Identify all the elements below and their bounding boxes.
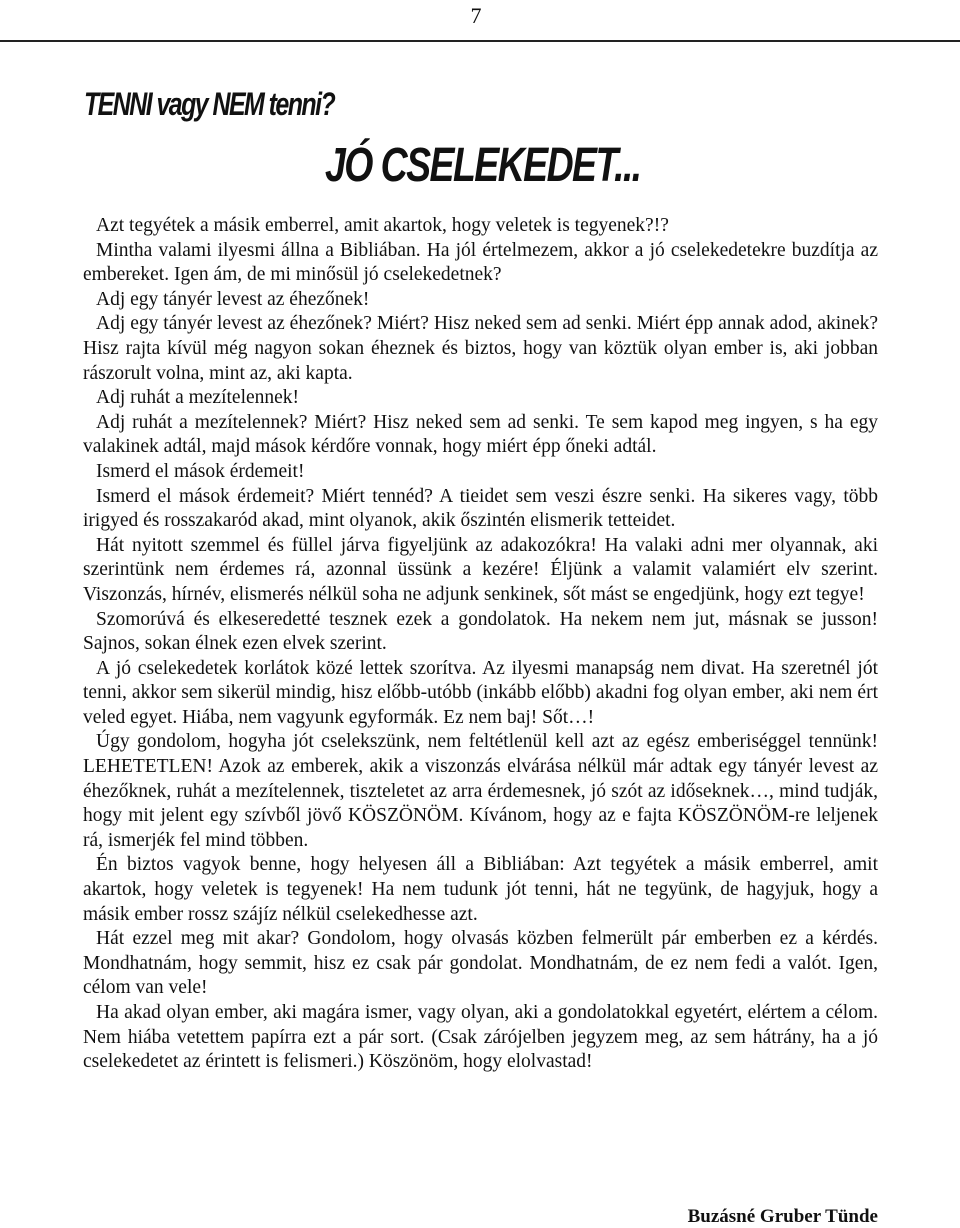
paragraph: Adj egy tányér levest az éhezőnek! xyxy=(96,288,370,310)
paragraph: Mintha valami ilyesmi állna a Bibliában. Ha jól értelmezem, akkor a jó cselekedetekre buzdítja az embereket. Igen ám, de mi minősül jó cselekedetnek? xyxy=(83,239,878,286)
paragraph: Úgy gondolom, hogyha jót cselekszünk, nem feltétlenül kell azt az egész emberiséggel tennünk! LEHETETLEN! Azok az emberek, akik a viszonzás elvárása nélkül már adtak egy tányér levest az éhezőknek, ruhát a mezítelennek, tiszteletet az arra érdemesnek, jó szót az időseknek…, mind tudják, hogy mit jelent egy szívből jövő KÖSZÖNÖM. Kívánom, hogy az e fajta KÖSZÖNÖM-re leljenek rá, ismerjék fel mind többen. xyxy=(83,731,878,851)
article-kicker: TENNI vagy NEM tenni? xyxy=(84,86,335,122)
paragraph: Szomorúvá és elkeseredetté tesznek ezek a gondolatok. Ha nekem nem jut, másnak se jusson! Sajnos, sokan élnek ezen elvek szerint. xyxy=(83,608,878,655)
article-title: JÓ CSELEKEDET... xyxy=(325,139,641,192)
paragraph: Hát nyitott szemmel és füllel járva figyeljünk az adakozókra! Ha valaki adni mer olyannak, aki szerintünk nem érdemes rá, azonnal üssünk a kezére! Éljünk a valamit valamiért elv szerint. Viszonzás, hírnév, elismerés nélkül soha ne adjunk senkinek, sőt mást se engedjünk, hogy ezt tegye! xyxy=(83,534,878,605)
paragraph: Ismerd el mások érdemeit? Miért tennéd? A tieidet sem veszi észre senki. Ha sikeres vagy, több irigyed és rosszakaród akad, mint olyanok, akik őszintén elismerik tetteidet. xyxy=(83,485,878,532)
paragraph: Adj egy tányér levest az éhezőnek? Miért? Hisz neked sem ad senki. Miért épp annak adod, akinek? Hisz rajta kívül még nagyon sokan éheznek és biztos, hogy van köztük olyan ember is, aki jobban rászorult volna, mint az, aki kapta. xyxy=(83,313,878,384)
paragraph: Adj ruhát a mezítelennek! xyxy=(96,387,300,409)
paragraph: Én biztos vagyok benne, hogy helyesen áll a Bibliában: Azt tegyétek a másik emberrel, amit akartok, hogy veletek is tegyenek! Ha nem tudunk jót tenni, hát ne tegyünk, de hagyjuk, hogy a másik ember rossz szájíz nélkül cselekedhesse azt. xyxy=(83,854,878,925)
paragraph: Azt tegyétek a másik emberrel, amit akartok, hogy veletek is tegyenek?!? xyxy=(96,215,669,236)
paragraph: Ismerd el mások érdemeit! xyxy=(96,460,305,482)
paragraph: Ha akad olyan ember, aki magára ismer, vagy olyan, aki a gondolatokkal egyetért, elértem a célom. Nem hiába vetettem papírra ezt a pár sort. (Csak zárójelben jegyzem meg, az sem hátrány, ha a jó cselekedetet az érintett is felismeri.) Köszönöm, hogy elolvastad! xyxy=(83,1002,878,1073)
paragraph: Adj ruhát a mezítelennek? Miért? Hisz neked sem ad senki. Te sem kapod meg ingyen, s ha egy valakinek adtál, majd mások kérdőre vonnak, hogy miért épp őneki adtál. xyxy=(83,411,878,458)
author-signature: Buzásné Gruber Tünde xyxy=(687,1206,878,1227)
paragraph: A jó cselekedetek korlátok közé lettek szorítva. Az ilyesmi manapság nem divat. Ha szeretnél jót tenni, akkor sem sikerül mindig, hisz előbb-utóbb (inkább előbb) akadni fog olyan ember, aki nem ért veled egyet. Hiába, nem vagyunk egyformák. Ez nem baj! Sőt…! xyxy=(83,657,878,728)
page-number: 7 xyxy=(470,3,482,28)
paragraph: Hát ezzel meg mit akar? Gondolom, hogy olvasás közben felmerült pár emberben ez a kérdés. Mondhatnám, hogy semmit, hisz ez csak pár gondolat. Mondhatnám, de ez nem fedi a valót. Igen, célom van vele! xyxy=(83,928,878,999)
header-rule xyxy=(0,40,960,42)
article-body xyxy=(83,214,878,1075)
